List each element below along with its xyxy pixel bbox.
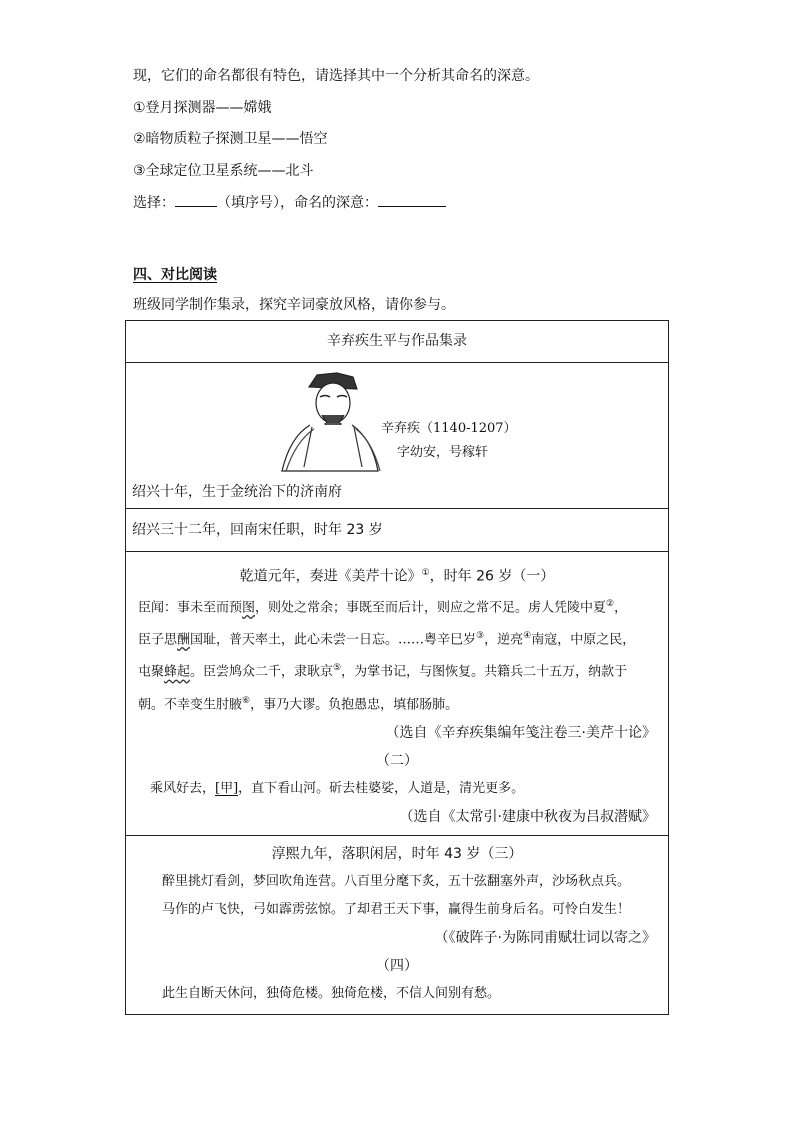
memorial-line-2 <box>138 622 656 654</box>
text-span: 乘风好去， <box>150 780 216 796</box>
option-1: ①登月探测器——嫦娥 <box>133 100 272 116</box>
footnote-marker: ⑤ <box>333 663 342 674</box>
section-heading: 四、对比阅读 <box>133 267 217 283</box>
poem-4-line: 此生自断天休问，独倚危楼。独倚危楼，不信人间别有愁。 <box>162 985 501 1001</box>
blank-jia[interactable]: [甲] <box>215 780 239 796</box>
qiandao-heading-text: 乾道元年，奏进《美芹十论》 <box>239 568 422 585</box>
text-span: 。臣尝鸠众二千，隶耿京 <box>190 664 334 680</box>
portrait-illustration <box>126 365 670 473</box>
qiandao-heading-age: ，时年 26 岁（一） <box>429 568 555 585</box>
text-span: 南寇，中原之民， <box>531 632 636 648</box>
memorial-line-3 <box>138 654 656 686</box>
number-blank[interactable] <box>175 192 217 207</box>
text-span: ，事乃大谬。负抱愚忠，填郁肠肺。 <box>250 696 459 712</box>
text-span: 朝。不幸变生肘腋 <box>138 696 243 712</box>
marked-word: 蜂起 <box>164 664 191 680</box>
footnote-marker: ② <box>606 598 615 609</box>
select-label: 选择： <box>133 195 175 211</box>
poem-2-line <box>138 775 656 803</box>
intro-line: 现，它们的命名都很有特色，请选择其中一个分析其命名的深意。 <box>133 68 539 84</box>
table-title: 辛弃疾生平与作品集录 <box>126 321 669 363</box>
chunxi-heading: 淳熙九年，落职闲居，时年 43 岁（三） <box>271 845 523 862</box>
option-2: ②暗物质粒子探测卫星——悟空 <box>133 131 328 147</box>
qiandao-heading <box>138 560 656 590</box>
source-1: （选自《辛弃疾集编年笺注卷三·美芹十论》 <box>385 724 656 741</box>
text-span: ，则处之常余；事既至而后计，则应之常不足。虏人凭陵中夏 <box>255 599 607 615</box>
footnote-marker: ① <box>421 568 430 578</box>
text-span: ，直下看山河。斫去桂婆娑，人道是，清光更多。 <box>238 780 525 796</box>
option-3: ③全球定位卫星系统——北斗 <box>133 163 314 179</box>
footnote-marker: ④ <box>523 630 532 641</box>
scholar-portrait-image <box>282 373 380 471</box>
source-3: （《破阵子·为陈同甫赋壮词以寄之》 <box>434 929 656 946</box>
answer-line <box>133 192 446 213</box>
source-2: （选自《太常引·建康中秋夜为吕叔潜赋》 <box>399 808 656 825</box>
meaning-blank[interactable] <box>378 192 446 207</box>
portrait-cell <box>126 363 669 509</box>
section-number-4: （四） <box>376 957 418 974</box>
memorial-line-1 <box>138 590 656 622</box>
birth-note: 绍兴十年，生于金统治下的济南府 <box>132 484 342 500</box>
memorial-line-4 <box>138 687 656 719</box>
text-span: 臣子思 <box>138 632 178 648</box>
poem-3-line-1: 醉里挑灯看剑，梦回吹角连营。八百里分麾下炙，五十弦翻塞外声，沙场秋点兵。 <box>162 873 631 889</box>
text-span: 臣闻：事未至而预 <box>138 599 243 615</box>
text-span: 屯聚 <box>138 664 165 680</box>
collection-table <box>125 320 669 1015</box>
footnote-marker: ③ <box>476 630 485 641</box>
select-hint: （填序号），命名的深意： <box>217 195 378 211</box>
text-span: 国耻，普天率土，此心未尝一日忘。……粤辛巳岁 <box>190 632 477 648</box>
marked-word: 酬 <box>177 632 191 648</box>
marked-word: 图 <box>242 599 256 615</box>
portrait-style-name: 字幼安，号稼轩 <box>397 445 489 460</box>
portrait-name: 辛弃疾（1140-1207） <box>381 421 517 436</box>
section-description: 班级同学制作集录，探究辛词豪放风格，请你参与。 <box>133 297 455 313</box>
text-span: ，逆亮 <box>484 632 524 648</box>
return-south-row: 绍兴三十二年，回南宋任职，时年 23 岁 <box>126 509 669 552</box>
footnote-marker: ⑥ <box>242 695 251 706</box>
qiandao-row <box>126 552 669 836</box>
text-span: ，为掌书记，与图恢复。共籍兵二十五万，纳款于 <box>341 664 628 680</box>
poem-3-line-2: 马作的卢飞快，弓如霹雳弦惊。了却君王天下事，赢得生前身后名。可怜白发生！ <box>162 901 631 917</box>
text-span: ， <box>614 599 628 615</box>
chunxi-row <box>126 835 669 1014</box>
section-number-2: （二） <box>376 752 418 769</box>
